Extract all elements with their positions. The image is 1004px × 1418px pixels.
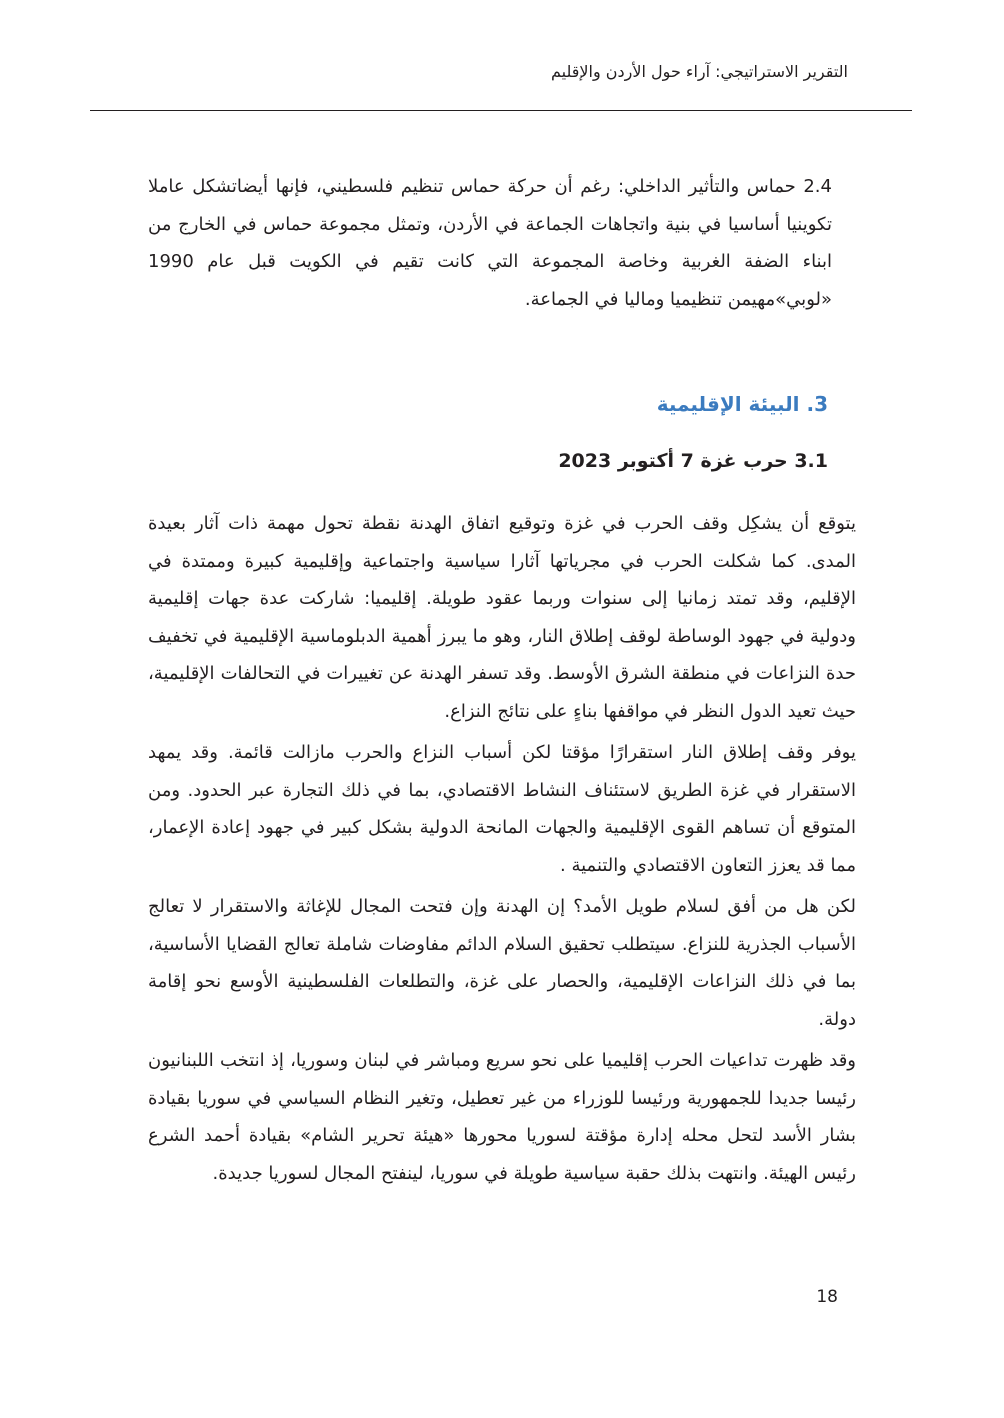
paragraph: وقد ظهرت تداعيات الحرب إقليميا على نحو سريع ومباشر في لبنان وسوريا، إذ انتخب اللبنانيون رئيسا جديدا للجمهورية ورئيسا للوزراء من غير تعطيل، وتغير النظام السياسي في سوريا بقيادة بشار الأسد لتحل محله إدارة مؤقتة لسوريا محورها «هيئة تحرير الشام» بقيادة أحمد الشرع رئيس الهيئة. وانتهت بذلك حقبة سياسية طويلة في سوريا، لينفتح المجال لسوريا جديدة. (148, 1050, 856, 1184)
running-header: التقرير الاستراتيجي: آراء حول الأردن والإقليم (550, 62, 848, 81)
section-3-heading: 3. البيئة الإقليمية (656, 392, 828, 416)
section-2-4-paragraph: 2.4 حماس والتأثير الداخلي: رغم أن حركة حماس تنظيم فلسطيني، فإنها أيضاتشكل عاملا تكوينيا أساسيا في بنية واتجاهات الجماعة في الأردن، وتمثل مجموعة حماس في الخارج من ابناء الضفة الغربية وخاصة المجموعة التي كانت تقيم في الكويت قبل عام 1990 «لوبي»مهيمن تنظيميا وماليا في الجماعة. (148, 176, 832, 310)
header-divider (90, 110, 912, 111)
paragraph: يوفر وقف إطلاق النار استقرارًا مؤقتا لكن أسباب النزاع والحرب مازالت قائمة. وقد يمهد الاستقرار في غزة الطريق لاستئناف النشاط الاقتصادي، بما في ذلك التجارة عبر الحدود. ومن المتوقع أن تساهم القوى الإقليمية والجهات المانحة الدولية بشكل كبير في جهود إعادة الإعمار، مما قد يعزز التعاون الاقتصادي والتنمية . (148, 742, 856, 876)
section-3-1-heading: 3.1 حرب غزة 7 أكتوبر 2023 (558, 450, 828, 472)
section-3-1-body (148, 505, 856, 1196)
paragraph: يتوقع أن يشكِل وقف الحرب في غزة وتوقيع اتفاق الهدنة نقطة تحول مهمة ذات آثار بعيدة المدى. كما شكلت الحرب في مجرياتها آثارا سياسية واجتماعية وإقليمية كبيرة وممتدة في الإقليم، وقد تمتد زمانيا إلى سنوات وربما عقود طويلة. إقليميا: شاركت عدة جهات إقليمية ودولية في جهود الوساطة لوقف إطلاق النار، وهو ما يبرز أهمية الدبلوماسية الإقليمية في تخفيف حدة النزاعات في منطقة الشرق الأوسط. وقد تسفر الهدنة عن تغييرات في التحالفات الإقليمية، حيث تعيد الدول النظر في مواقفها بناءٍ على نتائج النزاع. (148, 513, 856, 722)
page-number: 18 (816, 1287, 838, 1307)
paragraph: لكن هل من أفق لسلام طويل الأمد؟ إن الهدنة وإن فتحت المجال للإغاثة والاستقرار لا تعالج الأسباب الجذرية للنزاع. سيتطلب تحقيق السلام الدائم مفاوضات شاملة تعالج القضايا الأساسية، بما في ذلك النزاعات الإقليمية، والحصار على غزة، والتطلعات الفلسطينية الأوسع نحو إقامة دولة. (148, 896, 856, 1030)
